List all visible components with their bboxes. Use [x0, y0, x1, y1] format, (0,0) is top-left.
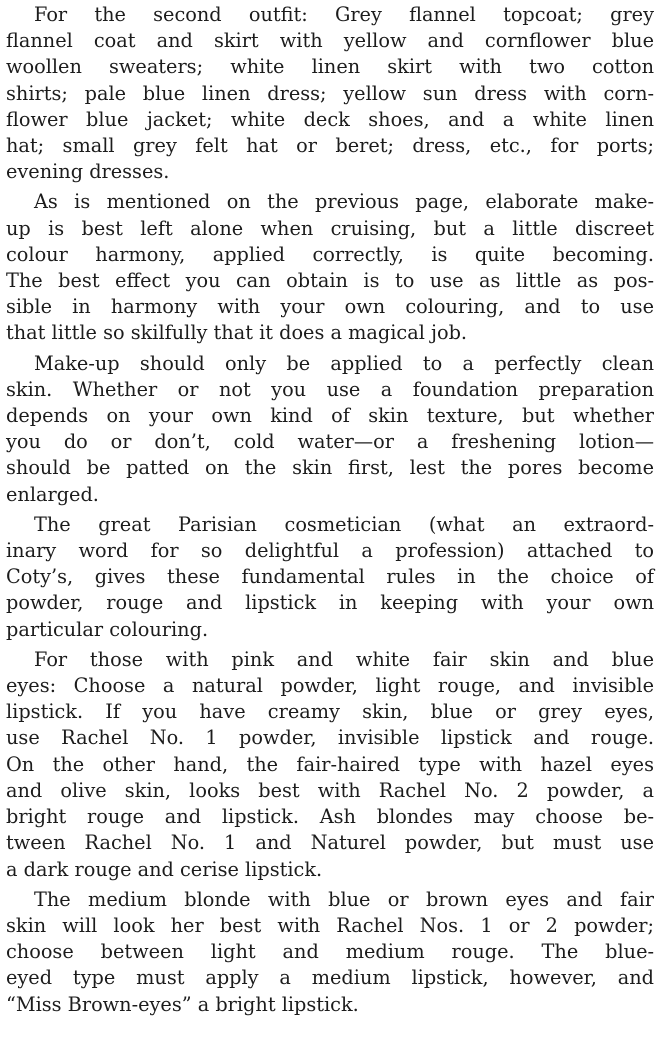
paragraph-medium-blonde	[6, 887, 654, 1018]
text-line: For the second outfit: Grey flannel topcoat; grey	[34, 3, 654, 26]
text-line: skin. Whether or not you use a foundation preparation	[6, 377, 654, 401]
text-line: a dark rouge and cerise lipstick.	[6, 857, 323, 881]
text-line: On the other hand, the fair-haired type with hazel eyes	[6, 752, 654, 776]
document-page	[6, 2, 654, 1022]
text-line: evening dresses.	[6, 160, 170, 184]
text-line: particular colouring.	[6, 617, 209, 641]
text-line: woollen sweaters; white linen skirt with two cotton	[6, 55, 654, 79]
text-line: and olive skin, looks best with Rachel No. 2 powder, a	[6, 778, 654, 802]
paragraph-clean-skin	[6, 351, 654, 508]
text-line: The best effect you can obtain is to use as little as pos-	[6, 269, 654, 293]
text-line: hat; small grey felt hat or beret; dress, etc., for ports;	[6, 134, 654, 158]
text-line: lipstick. If you have creamy skin, blue or grey eyes,	[6, 700, 654, 724]
text-line: choose between light and medium rouge. The blue-	[6, 940, 654, 964]
text-line: Make-up should only be applied to a perfectly clean	[34, 351, 654, 375]
text-line: flower blue jacket; white deck shoes, and a white linen	[6, 107, 654, 131]
text-line: powder, rouge and lipstick in keeping with your own	[6, 591, 654, 615]
paragraph-fair-skin	[6, 647, 654, 883]
text-line: should be patted on the skin first, lest the pores become	[6, 456, 654, 480]
text-line: bright rouge and lipstick. Ash blondes may choose be-	[6, 805, 654, 829]
text-line: up is best left alone when cruising, but a little discreet	[6, 216, 654, 240]
text-line: Coty’s, gives these fundamental rules in the choice of	[6, 565, 654, 589]
paragraph-make-up-cruising	[6, 189, 654, 346]
text-line: enlarged.	[6, 482, 99, 506]
text-line: depends on your own kind of skin texture, but whether	[6, 404, 654, 428]
text-line: As is mentioned on the previous page, elaborate make-	[34, 190, 654, 214]
text-line: inary word for so delightful a profession) attached to	[6, 539, 654, 563]
text-line: The medium blonde with blue or brown eyes and fair	[34, 887, 654, 911]
text-line: eyes: Choose a natural powder, light rouge, and invisible	[6, 674, 654, 698]
text-line: flannel coat and skirt with yellow and cornflower blue	[6, 29, 654, 53]
text-line: use Rachel No. 1 powder, invisible lipstick and rouge.	[6, 726, 654, 750]
text-line: sible in harmony with your own colouring, and to use	[6, 295, 654, 319]
text-line: For those with pink and white fair skin and blue	[34, 647, 654, 671]
text-line: “Miss Brown-eyes” a bright lipstick.	[6, 992, 359, 1016]
text-line: colour harmony, applied correctly, is quite becoming.	[6, 242, 654, 266]
paragraph-second-outfit	[6, 2, 654, 185]
text-line: skin will look her best with Rachel Nos. 1 or 2 powder;	[6, 913, 654, 937]
text-line: shirts; pale blue linen dress; yellow sun dress with corn-	[6, 81, 654, 105]
text-line: that little so skilfully that it does a magical job.	[6, 321, 468, 345]
text-line: The great Parisian cosmetician (what an extraord-	[34, 512, 654, 536]
paragraph-parisian-cosmetician	[6, 512, 654, 643]
text-line: tween Rachel No. 1 and Naturel powder, but must use	[6, 831, 654, 855]
text-line: eyed type must apply a medium lipstick, however, and	[6, 966, 654, 990]
text-line: you do or don’t, cold water—or a freshening lotion—	[6, 430, 654, 454]
